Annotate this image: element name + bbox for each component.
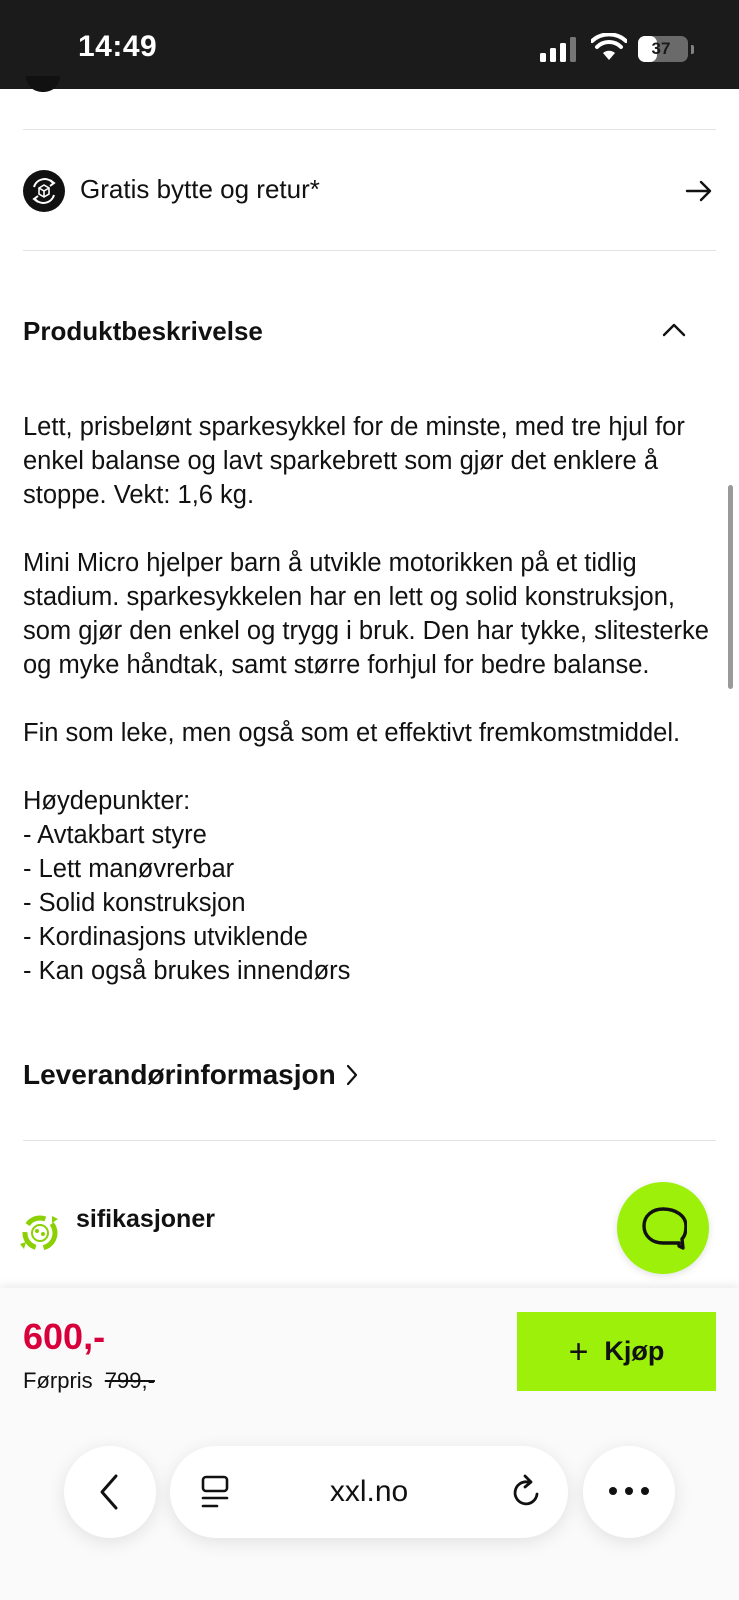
chevron-up-icon[interactable] [660,316,688,344]
previous-price-label: Førpris [23,1368,93,1393]
returns-row[interactable] [0,132,739,250]
battery-indicator [638,36,688,62]
cellular-signal-icon [540,36,576,62]
cutoff-icon [26,76,60,92]
eco-recycle-icon[interactable] [14,1204,68,1262]
reload-icon[interactable] [510,1474,544,1510]
highlight-item: - Lett manøvrerbar [23,855,235,883]
status-bar [0,0,739,89]
chat-button[interactable] [617,1182,709,1274]
description-body [23,410,723,988]
description-paragraph: Lett, prisbelønt sparkesykkel for de minste, med tre hjul for enkel balanse og lavt sparkebrett som gjør det enklere å stoppe. Vekt: 1,6 kg. [23,413,685,509]
buy-button[interactable] [517,1312,716,1391]
returns-box-icon [23,170,65,212]
wifi-icon [591,33,627,63]
highlights-title: Høydepunkter: [23,787,191,815]
buy-button-label: Kjøp [604,1336,665,1366]
description-paragraph: Fin som leke, men også som et effektivt fremkomstmiddel. [23,719,681,747]
scrollbar[interactable] [728,485,733,689]
chat-bubble-icon [639,1205,687,1251]
browser-more-button[interactable] [583,1446,675,1538]
current-price: 600,- [23,1316,106,1357]
divider [23,250,716,251]
divider [23,1140,716,1141]
highlight-item: - Avtakbart styre [23,821,207,849]
url-domain: xxl.no [329,1475,409,1508]
description-paragraph: Mini Micro hjelper barn å utvikle motorikken på et tidlig stadium. sparkesykkelen har en lett og solid konstruksjon, som gjør den enkel og trygg i bruk. Den har tykke, slitesterke og myke håndtak, samt større forhjul for bedre balanse. [23,549,709,679]
browser-back-button[interactable] [64,1446,156,1538]
description-header[interactable]: Produktbeskrivelse [23,316,263,346]
more-dots-icon [607,1484,651,1498]
supplier-info-label: Leverandørinformasjon [23,1059,336,1090]
plus-icon: + [568,1332,589,1371]
previous-price-row [23,1368,155,1394]
chevron-left-icon [94,1472,126,1512]
highlight-item: - Kan også brukes innendørs [23,957,351,985]
specifications-header[interactable]: sifikasjoner [76,1205,215,1233]
highlight-item: - Kordinasjons utviklende [23,923,308,951]
purchase-bar [0,1288,739,1600]
status-time: 14:49 [78,30,158,63]
arrow-right-icon [684,176,714,206]
address-bar[interactable] [170,1446,568,1538]
highlight-item: - Solid konstruksjon [23,889,246,917]
supplier-info-link[interactable] [23,1059,360,1091]
divider [23,129,716,130]
previous-price: 799,- [104,1368,155,1393]
returns-label: Gratis bytte og retur* [80,174,320,204]
battery-percent: 37 [651,39,671,58]
chevron-right-icon [344,1062,360,1088]
